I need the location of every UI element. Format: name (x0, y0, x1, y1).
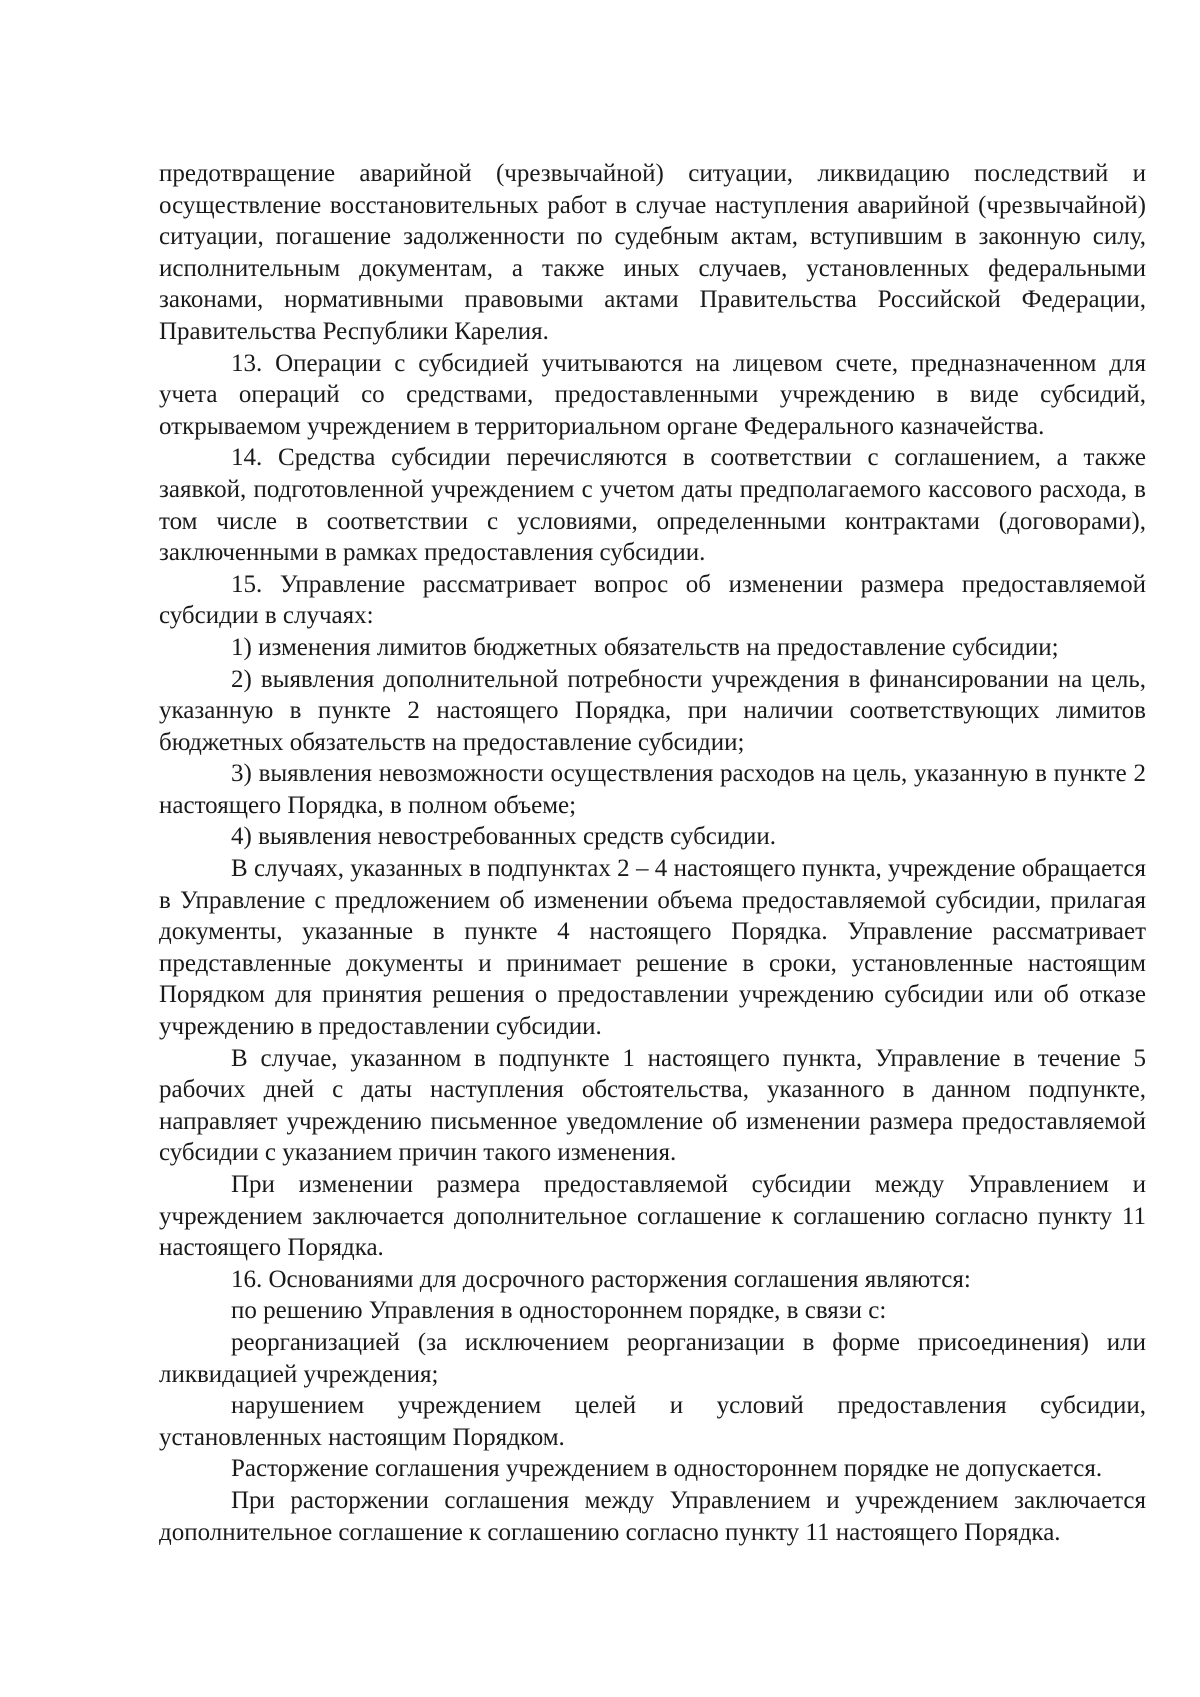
list-item-15-3: 3) выявления невозможности осуществления расходов на цель, указанную в пункте 2 настоящего Порядка, в полном объеме; (159, 760, 1146, 819)
paragraph-case-1: В случае, указанном в подпункте 1 настоящего пункта, Управление в течение 5 рабочих дней с даты наступления обстоятельства, указанного в данном подпункте, направляет учреждению письменное уведомление об изменении размера предоставляемой субсидии с указанием причин такого изменения. (159, 1044, 1146, 1167)
paragraph-14-transfer: 14. Средства субсидии перечисляются в соответствии с соглашением, а также заявкой, подготовленной учреждением с учетом даты предполагаемого кассового расхода, в том числе в соответствии с условиями, определенными контрактами (договорами), заключенными в рамках предоставления субсидии. (159, 444, 1146, 567)
document-body (159, 158, 1146, 1548)
list-item-violation: нарушением учреждением целей и условий предоставления субсидии, установленных настоящим Порядком. (159, 1392, 1146, 1451)
paragraph-emergency-continuation: предотвращение аварийной (чрезвычайной) ситуации, ликвидацию последствий и осуществление восстановительных работ в случае наступления аварийной (чрезвычайной) ситуации, погашение задолженности по судебным актам, вступившим в законную силу, исполнительным документам, а также иных случаев, установленных федеральными законами, нормативными правовыми актами Правительства Российской Федерации, Правительства Республики Карелия. (159, 160, 1146, 345)
list-item-15-1: 1) изменения лимитов бюджетных обязательств на предоставление субсидии; (231, 633, 1059, 661)
paragraph-13-operations: 13. Операции с субсидией учитываются на лицевом счете, предназначенном для учета операций со средствами, предоставленными учреждению в виде субсидий, открываемом учреждением в территориальном органе Федерального казначейства. (159, 349, 1146, 440)
paragraph-16-termination-grounds: 16. Основаниями для досрочного расторжения соглашения являются: (231, 1265, 971, 1293)
paragraph-cases-2-4: В случаях, указанных в подпунктах 2 – 4 настоящего пункта, учреждение обращается в Управление с предложением об изменении объема предоставляемой субсидии, прилагая документы, указанные в пункте 4 настоящего Порядка. Управление рассматривает представленные документы и принимает решение в сроки, установленные настоящим Порядком для принятия решения о предоставлении учреждению субсидии или об отказе учреждению в предоставлении субсидии. (159, 855, 1146, 1041)
list-item-15-2: 2) выявления дополнительной потребности учреждения в финансировании на цель, указанную в пункте 2 настоящего Порядка, при наличии соответствующих лимитов бюджетных обязательств на предоставление субсидии; (159, 665, 1146, 756)
paragraph-15-size-change: 15. Управление рассматривает вопрос об изменении размера предоставляемой субсидии в случаях: (159, 570, 1146, 630)
paragraph-no-unilateral-termination: Расторжение соглашения учреждением в одностороннем порядке не допускается. (231, 1455, 1103, 1483)
paragraph-additional-agreement: При изменении размера предоставляемой субсидии между Управлением и учреждением заключается дополнительное соглашение к соглашению согласно пункту 11 настоящего Порядка. (159, 1171, 1146, 1262)
paragraph-unilateral-decision: по решению Управления в одностороннем порядке, в связи с: (231, 1297, 887, 1325)
list-item-15-4: 4) выявления невостребованных средств субсидии. (231, 823, 776, 851)
paragraph-termination-agreement: При расторжении соглашения между Управлением и учреждением заключается дополнительное соглашение к соглашению согласно пункту 11 настоящего Порядка. (159, 1486, 1146, 1546)
list-item-reorganization: реорганизацией (за исключением реорганизации в форме присоединения) или ликвидацией учреждения; (159, 1328, 1146, 1388)
